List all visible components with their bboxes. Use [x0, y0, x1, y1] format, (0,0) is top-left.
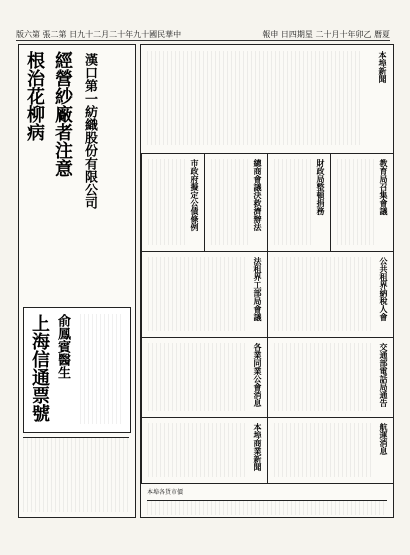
- news-body: [148, 257, 248, 331]
- bottom-table-rows: [147, 500, 387, 515]
- news-row-3: [141, 337, 393, 418]
- news-cell: [267, 417, 394, 483]
- news-row-2: [141, 251, 393, 338]
- news-headline: 交通部電話局通告: [379, 343, 389, 407]
- ad-title-doctor: 俞鳳賓醫生: [55, 314, 70, 379]
- ad-title-textile: 經營紗廠者注意: [52, 51, 73, 177]
- bottom-table: [141, 483, 393, 518]
- news-cell: [267, 337, 394, 417]
- main-news-area: [140, 44, 394, 518]
- news-headline: 財政局整頓捐務: [316, 159, 326, 215]
- ad-title-bank: 上海信通票號: [29, 314, 50, 422]
- news-headline: 總商會議決救濟辦法: [253, 159, 263, 231]
- news-cell: [267, 251, 394, 337]
- header-left: 版六第 張二第 日九十二月二十年九十國民華中: [16, 30, 182, 39]
- news-headline: 航運消息: [379, 423, 389, 455]
- left-advertisements: [18, 44, 136, 518]
- news-body: [148, 423, 248, 477]
- bottom-table-title: 本埠各貨市價: [147, 489, 184, 496]
- ad-fineprint-shading: [80, 314, 124, 424]
- news-cell: [141, 251, 268, 337]
- ad-title-treatment: 根治花柳病: [24, 51, 45, 141]
- news-row-1: [141, 153, 393, 252]
- ad-box-lower: [23, 307, 131, 433]
- news-cell: [141, 153, 205, 251]
- news-headline: 教育局召集會議: [379, 159, 389, 215]
- top-news-body: [147, 51, 361, 145]
- news-body: [211, 159, 251, 245]
- news-body: [148, 343, 248, 411]
- news-cell: [330, 153, 394, 251]
- news-body: [274, 423, 374, 477]
- news-cell: [204, 153, 268, 251]
- news-body: [274, 159, 314, 245]
- ad-company-name: 漢口第一紡織股份有限公司: [82, 53, 97, 209]
- news-headline: 本埠商業新聞: [253, 423, 263, 471]
- news-cell: [267, 153, 331, 251]
- news-cell: [141, 337, 268, 417]
- news-row-4: [141, 417, 393, 484]
- news-headline: 公共租界納稅人會: [379, 257, 389, 321]
- news-headline: 市政府擬定公債條例: [190, 159, 200, 231]
- ad-lower-fineprint: [23, 437, 129, 512]
- top-news-box: [141, 45, 393, 154]
- page-header: [16, 30, 390, 41]
- news-headline: 各業同業公會消息: [253, 343, 263, 407]
- news-headline: 法租界工部局會議: [253, 257, 263, 321]
- news-body: [337, 159, 377, 245]
- news-body: [274, 257, 374, 331]
- news-body: [274, 343, 374, 411]
- masthead: 本埠新聞: [378, 51, 388, 83]
- header-right: 報申 日四期星 二十月十年卯乙 曆夏: [262, 30, 390, 39]
- news-body: [148, 159, 188, 245]
- news-cell: [141, 417, 268, 483]
